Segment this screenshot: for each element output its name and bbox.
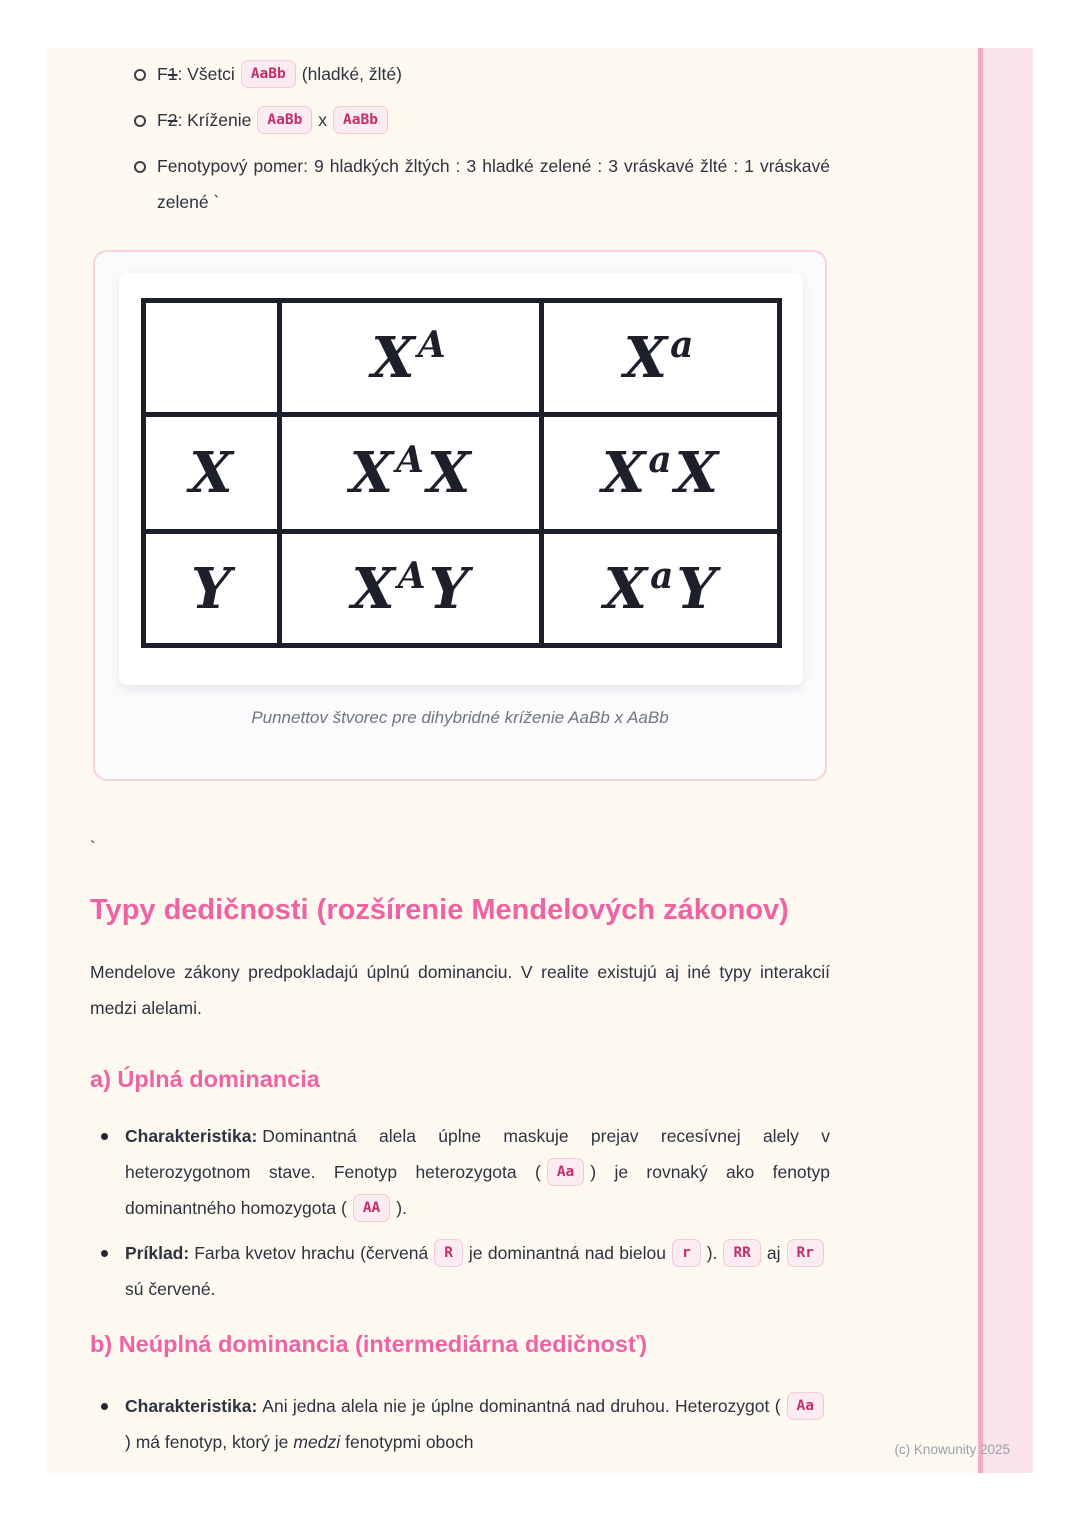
list-item-text: (hladké, žlté) [301,64,402,84]
list-item-text: ). [396,1198,407,1218]
punnett-cell: $X^aX$ [541,415,779,532]
list-item [90,1388,830,1460]
genotype-badge: Aa [547,1158,584,1186]
list-item-text: je dominantná nad bielou [468,1243,666,1263]
list-item-text: Farba kvetov hrachu (červená [194,1243,429,1263]
stray-backtick: ` [90,838,96,857]
section-heading: Typy dedičnosti (rozšírenie Mendelových zákonov) [90,894,789,926]
punnett-cell: $X^aY$ [541,532,779,646]
figure-caption: Punnettov štvorec pre dihybridné kríženie AaBb x AaBb [251,708,669,727]
list-item-text: ) je rovnaký ako fenotyp dominantného homozygota ( [125,1162,831,1218]
subsection-a-list [90,1118,830,1316]
emphasized-word: medzi [293,1432,341,1452]
punnett-cell: $X^AY$ [279,532,541,646]
page-edge-accent [978,48,1033,1473]
subscript-strikethrough: 1 [167,64,178,84]
list-item [90,56,830,92]
subsection-a-heading: a) Úplná dominancia [90,1066,320,1092]
genotype-badge: R [434,1239,463,1267]
list-item [90,148,830,220]
genotype-badge: RR [723,1239,760,1267]
punnett-col-header: $X^A$ [279,301,541,415]
genotype-badge: AaBb [257,106,312,134]
list-item-text: : Všetci [177,64,235,84]
item-label: Charakteristika: [125,1396,258,1416]
cross-symbol: x [318,110,328,130]
document-page [47,48,1033,1473]
punnett-figure-card [93,250,827,781]
punnett-row-header: X [143,415,279,532]
punnett-row-header: Y [143,532,279,646]
generation-label: F1 [157,64,178,84]
item-label: Príklad: [125,1243,190,1263]
punnett-square-table [141,298,782,648]
punnett-col-header: $X^a$ [541,301,779,415]
section-paragraph: Mendelove zákony predpokladajú úplnú dominanciu. V realite existujú aj iné typy interakcií medzi alelami. [90,962,830,1018]
list-item-text: ) má fenotyp, ktorý je [125,1432,289,1452]
list-item [90,1118,830,1226]
generation-label: F2 [157,110,178,130]
subscript-strikethrough: 2 [167,110,178,130]
subsection-b-heading: b) Neúplná dominancia (intermediárna dedičnosť) [90,1331,648,1357]
punnett-corner-cell [143,301,279,415]
list-item [90,102,830,138]
list-item-text: Fenotypový pomer: 9 hladkých žltých : 3 hladké zelené : 3 vráskavé žlté : 1 vráskavé zelené ` [157,156,830,212]
subsection-b-list [90,1388,830,1469]
genotype-badge: AaBb [241,60,296,88]
genotype-badge: AaBb [333,106,388,134]
genotype-badge: r [672,1239,701,1267]
genotype-badge: Aa [787,1392,824,1420]
list-item [90,1235,830,1307]
genotype-badge: Rr [787,1239,824,1267]
list-item-text: : Kríženie [177,110,252,130]
list-item-text: aj [766,1243,781,1263]
item-label: Charakteristika: [125,1126,258,1146]
list-item-text: sú červené. [125,1279,216,1299]
list-item-text: ). [706,1243,718,1263]
punnett-figure-image [119,273,803,685]
list-item-text: fenotypmi oboch [345,1432,474,1452]
generation-results-list [90,56,830,230]
list-item-text: Ani jedna alela nie je úplne dominantná nad druhou. Heterozygot ( [262,1396,781,1416]
genotype-badge: AA [353,1194,390,1222]
list-item-text: Dominantná alela úplne maskuje prejav recesívnej alely v heterozygotnom stave. Fenotyp heterozygota ( [125,1126,830,1182]
punnett-cell: $X^AX$ [279,415,541,532]
copyright-watermark: (c) Knowunity 2025 [894,1442,1010,1457]
